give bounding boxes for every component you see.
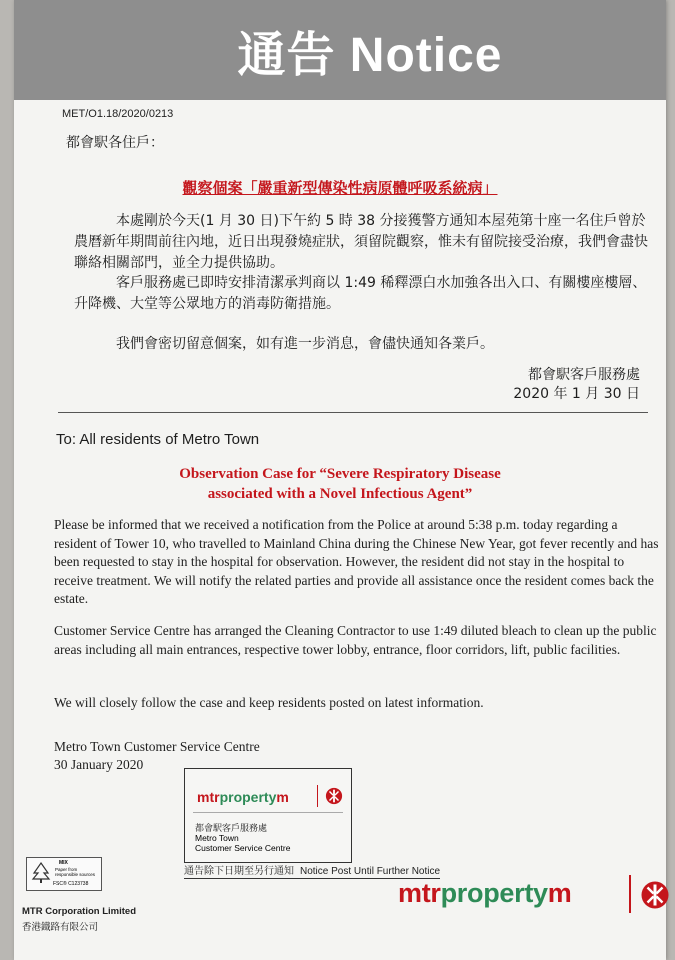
footer-brand-m: m [547,878,572,908]
english-paragraph-1: Please be informed that we received a notification from the Police at around 5:38 p.m. today regarding a resident of Tower 10, who travelled to Mainland China during the Chinese New Year, got fever recently and has been requested to stay in the hospital for observation. However, the resident did not stay in the hospital to receive treatment. We will notify the related parties and provide all assistance once the resident comes back the estate. [54,517,659,606]
stamp-brand-wordmark [197,789,289,805]
fsc-tree-icon [31,861,51,885]
stamp-brand-m: m [276,789,289,805]
chinese-date: 2020 年 1 月 30 日 [513,386,640,402]
english-signature: Metro Town Customer Service Centre [54,739,260,754]
footer-brand-wordmark [398,878,571,909]
stamp-office-en-1: Metro Town [195,833,239,843]
chinese-paragraph-3: 我們會密切留意個案，如有進一步消息，會儘快通知各業戶。 [116,336,494,352]
mtr-logo-icon [325,787,343,805]
corporation-name-zh: 香港鐵路有限公司 [22,922,99,933]
stamp-rule [193,812,343,813]
section-divider [58,412,648,413]
chinese-paragraph-1: 本處剛於今天(1 月 30 日)下午約 5 時 38 分接獲警方通知本屋苑第十座一名住戶曾於農曆新年期間前往內地，近日出現發燒症狀，須留院觀察，惟未有留院接受治療，我們會盡快聯絡相關部門，並全力提供協助。 [74,213,648,271]
stamp-brand-property: property [219,789,277,805]
fsc-mix: MIX [59,860,68,866]
english-date: 30 January 2020 [54,757,144,772]
stamp-separator [317,785,318,807]
mtr-logo-icon [640,880,670,910]
notice-paper [14,0,666,960]
english-paragraph-2: Customer Service Centre has arranged the Cleaning Contractor to use 1:49 diluted bleach to clean up the public areas including all main entrances, respective tower lobby, entrance, floor corridors, lift, public facilities. [54,623,657,657]
chinese-signature: 都會駅客戶服務處 [528,367,640,383]
fsc-label [26,857,102,891]
english-subject-line-2: associated with a Novel Infectious Agent” [207,486,473,502]
stamp-office-en-2: Customer Service Centre [195,843,291,853]
fsc-text: Paper from responsible sources [55,867,96,877]
header-band [14,0,666,100]
corporation-name-en: MTR Corporation Limited [22,906,136,917]
chinese-signature-block [513,366,640,404]
footer-brand-property: property [440,878,548,908]
page-title: 通告 Notice [237,28,503,82]
chinese-salutation: 都會駅各住戶： [66,135,164,151]
english-subject-line-1: Observation Case for “Severe Respiratory Disease [179,466,501,482]
reference-number: MET/O1.18/2020/0213 [62,108,174,120]
english-subject [14,464,666,504]
english-salutation: To: All residents of Metro Town [56,431,260,448]
stamp-office-zh: 都會駅客戶服務處 [195,824,268,834]
chinese-subject: 觀察個案「嚴重新型傳染性病原體呼吸系統病」 [182,179,498,197]
footer-separator [629,875,631,913]
post-duration-note [184,862,440,879]
stamp-brand-mtr: mtr [197,789,220,805]
fsc-code: FSC® C123738 [53,881,89,887]
office-stamp [184,768,352,863]
chinese-paragraph-2: 客戶服務處已即時安排清潔承判商以 1:49 稀釋漂白水加強各出入口、有關樓座樓層、升降機、大堂等公眾地方的消毒防衛措施。 [74,275,647,312]
post-note-zh: 通告除下日期至另行通知 [184,866,294,877]
post-note-en: Notice Post Until Further Notice [300,866,441,877]
english-paragraph-3: We will closely follow the case and keep residents posted on latest information. [54,695,484,710]
footer-brand-mtr: mtr [398,878,441,908]
